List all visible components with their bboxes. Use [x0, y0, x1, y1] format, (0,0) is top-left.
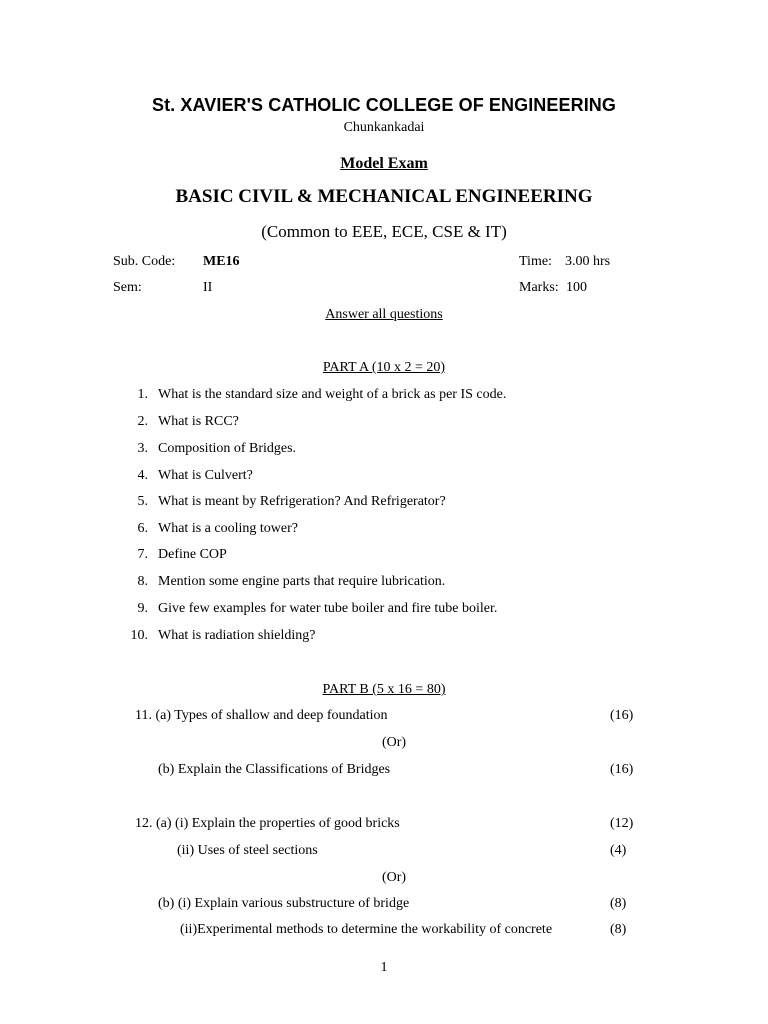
question-text: Composition of Bridges.	[158, 441, 297, 456]
time-value: 3.00 hrs	[565, 254, 611, 269]
question-text: What is a cooling tower?	[158, 521, 298, 536]
question-number: 5.	[137, 494, 148, 509]
question-12a-ii: (ii) Uses of steel sections	[177, 843, 318, 858]
question-text: What is Culvert?	[158, 468, 253, 483]
marks-value: 100	[566, 280, 587, 295]
question-text: Define COP	[158, 547, 227, 562]
question-12a-i: 12. (a) (i) Explain the properties of good bricks	[135, 816, 400, 831]
list-item	[0, 468, 768, 488]
list-item	[0, 547, 768, 567]
college-name: St. XAVIER'S CATHOLIC COLLEGE OF ENGINEERING	[151, 95, 617, 115]
question-text: What is meant by Refrigeration? And Refrigerator?	[158, 494, 446, 509]
list-item	[0, 521, 768, 541]
college-location: Chunkankadai	[343, 120, 425, 135]
question-12b-ii-marks: (8)	[610, 922, 627, 937]
question-number: 4.	[137, 468, 148, 483]
or-separator: (Or)	[382, 735, 407, 750]
exam-type: Model Exam	[340, 155, 428, 172]
page-number: 1	[380, 960, 388, 975]
question-number: 3.	[137, 441, 148, 456]
question-11b: (b) Explain the Classifications of Bridges	[158, 762, 391, 777]
question-11b-marks: (16)	[610, 762, 634, 777]
question-12b-i: (b) (i) Explain various substructure of bridge	[158, 896, 410, 911]
time-label: Time:	[519, 254, 552, 269]
question-number: 2.	[137, 414, 148, 429]
part-b-title: PART B (5 x 16 = 80)	[322, 682, 446, 697]
sub-code-label: Sub. Code:	[113, 254, 176, 269]
list-item	[0, 494, 768, 514]
sem-label: Sem:	[113, 280, 142, 295]
question-11a: 11. (a) Types of shallow and deep foundation	[135, 708, 388, 723]
list-item	[0, 414, 768, 434]
question-12b-i-marks: (8)	[610, 896, 627, 911]
question-text: What is RCC?	[158, 414, 239, 429]
subject-title: BASIC CIVIL & MECHANICAL ENGINEERING	[175, 186, 593, 207]
sub-code-value: ME16	[203, 254, 240, 269]
question-number: 7.	[137, 547, 148, 562]
common-to-note: (Common to EEE, ECE, CSE & IT)	[261, 222, 507, 241]
question-11a-marks: (16)	[610, 708, 634, 723]
list-item	[0, 387, 768, 407]
question-12a-i-marks: (12)	[610, 816, 634, 831]
part-a-title: PART A (10 x 2 = 20)	[322, 360, 446, 375]
question-text: What is the standard size and weight of a brick as per IS code.	[158, 387, 507, 402]
list-item	[0, 574, 768, 594]
list-item	[0, 628, 768, 648]
question-number: 1.	[137, 387, 148, 402]
question-number: 6.	[137, 521, 148, 536]
question-number: 10.	[130, 628, 148, 643]
question-12a-ii-marks: (4)	[610, 843, 627, 858]
marks-label: Marks:	[519, 280, 559, 295]
sem-value: II	[203, 280, 213, 295]
question-text: Mention some engine parts that require lubrication.	[158, 574, 446, 589]
question-number: 9.	[137, 601, 148, 616]
instruction: Answer all questions	[325, 307, 443, 322]
question-text: What is radiation shielding?	[158, 628, 316, 643]
list-item	[0, 601, 768, 621]
question-number: 8.	[137, 574, 148, 589]
question-12b-ii: (ii)Experimental methods to determine the workability of concrete	[180, 922, 553, 937]
question-text: Give few examples for water tube boiler and fire tube boiler.	[158, 601, 498, 616]
or-separator: (Or)	[382, 870, 407, 885]
list-item	[0, 441, 768, 461]
